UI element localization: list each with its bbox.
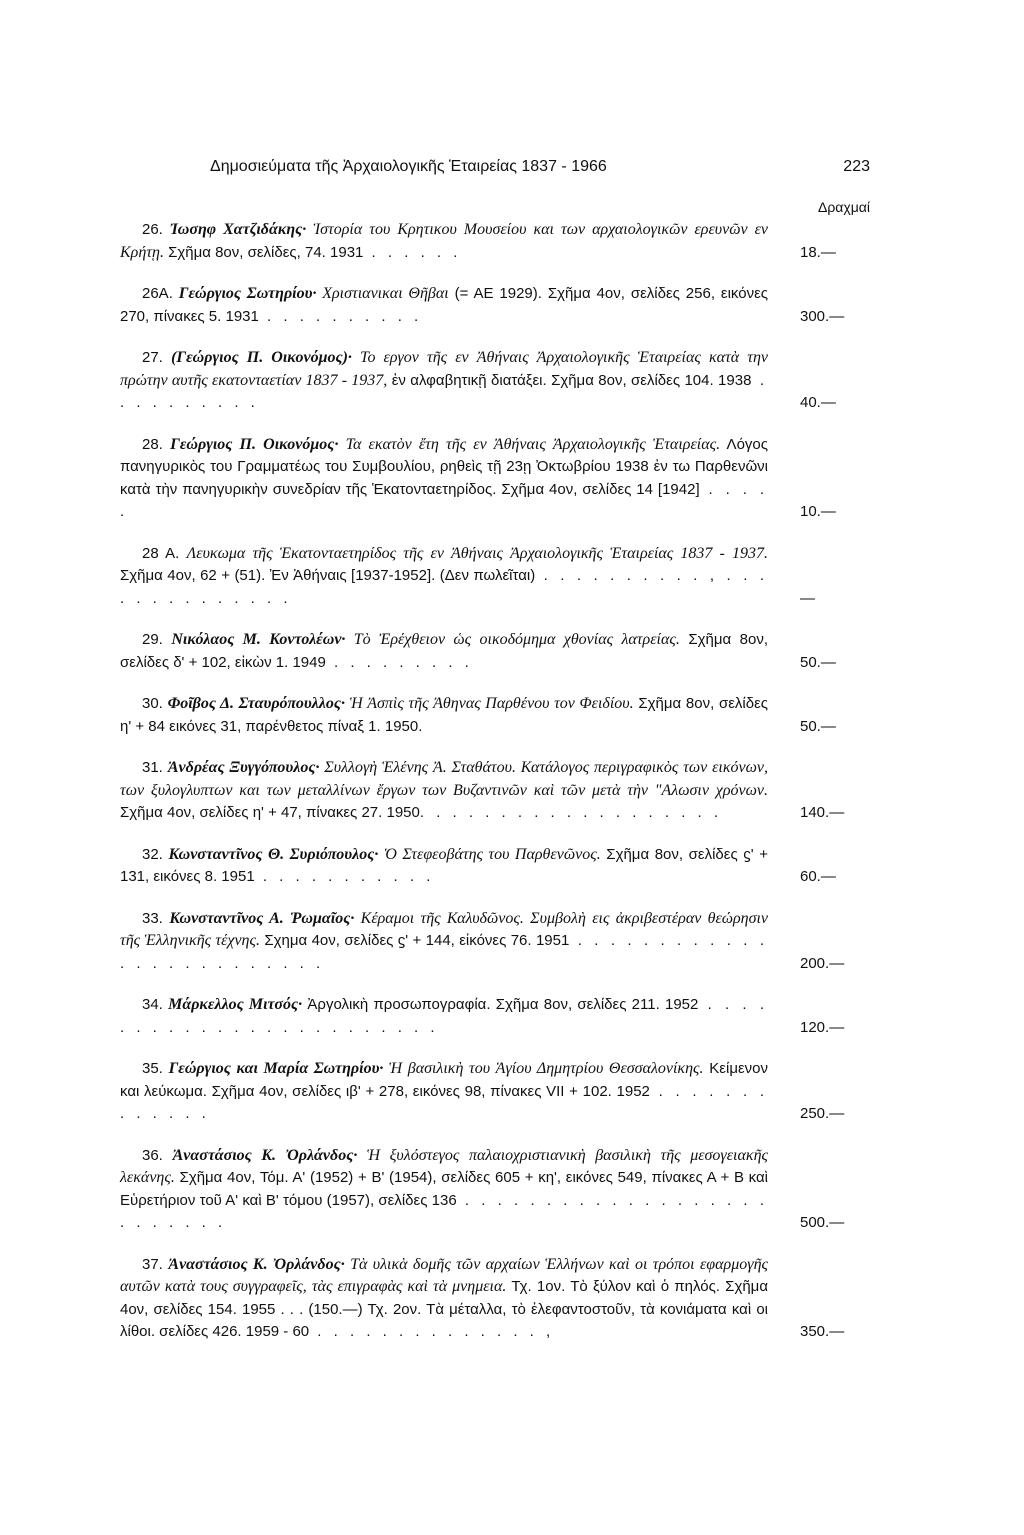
entry-text xyxy=(120,283,768,328)
entry-number: 36. xyxy=(142,1146,173,1164)
entry-number: 35. xyxy=(142,1060,169,1077)
entry-leader-dots: . . . . . . . . . . , . . . . . . . . . . . . . . xyxy=(120,567,768,607)
entry-price: 200.— xyxy=(800,954,845,972)
header-title: Δημοσιεύματα τῆς Ἀρχαιολογικῆς Ἑταιρείας 1837 - 1966 xyxy=(210,158,607,175)
entry-price: 60.— xyxy=(800,868,836,885)
entry-title: Λευκωμα τῆς Ἑκατονταετηρίδος τῆς εν Ἀθήναις Ἀρχαιολογικῆς Ἑταιρείας 1837 - 1937. xyxy=(186,544,768,562)
entry-number: 31. xyxy=(142,759,168,776)
publication-entry xyxy=(120,908,880,976)
entry-leader-dots: . . . . . . xyxy=(363,243,462,261)
entry-price: 18.— xyxy=(800,243,836,261)
entry-title: Ἱστορία του Κρητικου Μουσείου και των αρχαιολογικῶν ερευνῶν εν Κρήτῃ. xyxy=(120,221,768,261)
entry-text xyxy=(120,629,768,674)
entry-title: Κέραμοι τῆς Καλυδῶνος. Συμβολὴ εις ἀκριβεστέραν θεώρησιν τῆς Ἑλληνικῆς τέχνης. xyxy=(120,909,769,949)
entry-leader-dots: . . . . . . . . . . . . . . , xyxy=(309,1323,555,1340)
entry-number: 32. xyxy=(142,845,169,863)
entry-text xyxy=(120,844,768,889)
entry-text xyxy=(120,1058,768,1126)
entry-author: Κωνσταντῖνος Α. Ῥωμαῖος· xyxy=(169,909,355,927)
entry-text xyxy=(120,543,768,611)
entry-details: Κείμενον και λεύκωμα. Σχῆμα 4ον, σελίδες ιβ' + 278, εικόνες 98, πίνακες VII + 102. 1952 xyxy=(120,1060,769,1100)
entry-number: 26. xyxy=(142,221,171,238)
page-number: 223 xyxy=(843,158,870,175)
entry-title: Τὰ υλικὰ δομῆς τῶν αρχαίων Ἑλλήνων καὶ οι τρόποι εφαρμογῆς αυτῶν κατὰ τους συγγραφεῖς, τὰς επιγραφὰς καὶ τὰ μνημεια. xyxy=(120,1255,768,1295)
entry-leader-dots: . . . . . . . . . . . xyxy=(254,868,435,885)
publication-entry xyxy=(120,693,880,738)
entry-details: Σχῆμα 4ον, 62 + (51). Ἐν Ἀθήναις [1937-1952]. (Δεν πωλεῖται) xyxy=(120,567,536,584)
publication-entry xyxy=(120,434,880,524)
entry-title: Τὸ Ἐρέχθειον ὡς οικοδόμημα χθονίας λατρείας. xyxy=(345,631,680,648)
entry-author: Γεώργιος Σωτηρίου· xyxy=(178,285,317,302)
entry-text xyxy=(120,757,768,825)
entry-text xyxy=(120,994,768,1039)
publication-list xyxy=(120,219,880,1363)
entry-title: Τα εκατὸν ἔτη τῆς εν Ἀθήναις Ἀρχαιολογικῆς Ἑταιρείας. xyxy=(338,435,721,453)
entry-leader-dots: . . . . . . . . . . xyxy=(120,371,768,411)
entry-author: Γεώργιος και Μαρία Σωτηρίου· xyxy=(168,1060,384,1077)
entry-text xyxy=(120,434,768,524)
publication-entry xyxy=(120,283,880,328)
entry-leader-dots: . . . . . . . . . . . . . . . . . . . . . . . . . xyxy=(120,932,768,972)
entry-title: Ἡ βασιλικὴ του Ἁγίου Δημητρίου Θεσσαλονίκης. xyxy=(383,1060,704,1077)
entry-details: Σχῆμα 8ον, σελίδες, 74. 1931 xyxy=(163,243,364,261)
entry-author: (Γεώργιος Π. Οικονόμος)· xyxy=(171,349,352,366)
entry-title: Ὁ Στεφεοβάτης του Παρθενῶνος. xyxy=(378,845,601,863)
entry-number: 28 Α. xyxy=(142,544,187,562)
entry-leader-dots: . . . . . . . . . . . . . . . . . . . . . . . . xyxy=(120,996,769,1036)
entry-author: Ἀνδρέας Ξυγγόπουλος· xyxy=(167,759,320,776)
entry-text xyxy=(120,1145,768,1235)
entry-author: Ἀναστάσιος Κ. Ὀρλάνδος· xyxy=(168,1255,345,1273)
entry-leader-dots: . . . . . . . . . xyxy=(325,653,473,671)
publication-entry xyxy=(120,219,880,264)
entry-details: Ἀργολικὴ προσωπογραφία. Σχῆμα 8ον, σελίδες 211. 1952 xyxy=(302,996,699,1013)
entry-title: Ἡ ξυλόστεγος παλαιοχριστιανικὴ βασιλικὴ τῆς μεσογειακῆς λεκάνης. xyxy=(120,1146,768,1186)
entry-price: 50.— xyxy=(800,653,836,671)
publication-entry xyxy=(120,1058,880,1126)
entry-price: 120.— xyxy=(800,1018,845,1036)
entry-price: 500.— xyxy=(800,1214,845,1231)
entry-title: Συλλογὴ Ἑλένης Ἀ. Σταθάτου. Κατάλογος περιγραφικὸς των εικόνων, των ξυλογλυπτων και των μεταλλίνων ἔργων των Βυζαντινῶν καὶ τῶν μετὰ τὴν "Αλωσιν χρόνων. xyxy=(120,759,768,799)
entry-author: Ἀναστάσιος Κ. Ὀρλάνδος· xyxy=(172,1146,358,1164)
entry-leader-dots: . . . . . . . . . . . . . . . . . . . xyxy=(419,804,723,821)
entry-leader-dots: . . . . . . . . . . . . . xyxy=(120,1082,768,1122)
entry-text xyxy=(120,1254,768,1344)
entry-title: Χριστιανικαι Θῆβαι xyxy=(316,285,449,302)
price-column-header: Δραχμαί xyxy=(817,199,870,215)
publication-entry xyxy=(120,543,880,611)
entry-number: 28. xyxy=(142,435,171,453)
entry-text xyxy=(120,908,768,976)
entry-price: 250.— xyxy=(800,1105,845,1122)
publication-entry xyxy=(120,629,880,674)
entry-number: 26Α. xyxy=(142,285,179,302)
entry-price: 350.— xyxy=(800,1323,845,1340)
entry-title: Ἡ Ἀσπὶς τῆς Ἀθηνας Παρθένου τον Φειδίου. xyxy=(345,695,634,712)
entry-price: — xyxy=(800,589,815,607)
entry-author: Γεώργιος Π. Οικονόμος· xyxy=(170,435,339,453)
entry-title: Το εργον τῆς εν Ἀθήναις Ἀρχαιολογικῆς Ἑταιρείας κατὰ την πρώτην αυτῆς εκατονταετίαν 1837 - 1937, xyxy=(120,349,768,389)
entry-details: (= ΑΕ 1929). Σχῆμα 4ον, σελίδες 256, εικόνες 270, πίνακες 5. 1931 xyxy=(120,285,768,325)
publication-entry xyxy=(120,757,880,825)
entry-price: 300.— xyxy=(800,307,845,325)
entry-number: 37. xyxy=(142,1255,169,1273)
entry-details: Σχῆμα 8ον, σελίδες ϛ' + 131, εικόνες 8. 1951 xyxy=(120,845,768,885)
entry-text xyxy=(120,219,768,264)
entry-price: 40.— xyxy=(800,394,836,411)
entry-details: ἐν αλφαβητικῇ διατάξει. Σχῆμα 8ον, σελίδες 104. 1938 xyxy=(387,371,752,389)
entry-details: Σχῆμα 8ον, σελίδες δ' + 102, εἰκὼν 1. 1949 xyxy=(120,631,768,671)
entry-price: 140.— xyxy=(800,804,845,821)
publication-entry xyxy=(120,844,880,889)
publication-entry xyxy=(120,994,880,1039)
entry-number: 27. xyxy=(142,349,172,366)
entry-number: 30. xyxy=(142,695,168,712)
entry-details: Σχῆμα 4ον, σελίδες η' + 47, πίνακες 27. 1950 xyxy=(120,804,420,821)
entry-author: Νικόλαος Μ. Κοντολέων· xyxy=(171,631,346,648)
entry-leader-dots: . . . . . xyxy=(120,480,769,520)
entry-author: Μάρκελλος Μιτσός· xyxy=(168,996,303,1013)
entry-text xyxy=(120,347,768,415)
entry-author: Κωνσταντῖνος Θ. Συριόπουλος· xyxy=(168,845,379,863)
entry-details: Σχῆμα 4ον, Τόμ. Α' (1952) + Β' (1954), σελίδες 605 + κη', εικόνες 549, πίνακες Α + Β καὶ Εὑρετήριον τοῦ Α' καὶ Β' τόμου (1957), σελίδες 136 xyxy=(120,1169,768,1209)
entry-number: 29. xyxy=(142,631,172,648)
entry-number: 33. xyxy=(142,909,170,927)
entry-details: Λόγος πανηγυρικὸς του Γραμματέως του Συμβουλίου, ρηθεὶς τῇ 23ῃ Ὀκτωβρίου 1938 ἐν τω Παρθενῶνι κατὰ τὴν πανηγυρικὴν συνεδρίαν τῆς Ἑκατονταετηρίδος. Σχῆμα 4ον, σελίδες 14 [1942] xyxy=(120,435,768,498)
entry-details: Τχ. 1ον. Τὸ ξύλον καὶ ὁ πηλός. Σχῆμα 4ον, σελίδες 154. 1955 . . . (150.—) Τχ. 2ον. Τὰ μέταλλα, τὸ ἐλεφαντοστοῦν, τὰ κονιάματα καὶ οι λίθοι. σελίδες 426. 1959 - 60 xyxy=(120,1278,768,1340)
entry-leader-dots: . . . . . . . . . . . . . . . . . . . . . . . . . . xyxy=(120,1191,768,1231)
entry-price: 50.— xyxy=(800,717,836,735)
publication-entry xyxy=(120,1254,880,1344)
entry-details: Σχημα 4ον, σελίδες ϛ' + 144, εἰκόνες 76. 1951 xyxy=(260,932,570,949)
entry-details: Σχῆμα 8ον, σελίδες η' + 84 εικόνες 31, παρένθετος πίναξ 1. 1950. xyxy=(120,695,769,735)
publication-entry xyxy=(120,347,880,415)
entry-author: Φοῖβος Δ. Σταυρόπουλλος· xyxy=(167,695,346,712)
entry-number: 34. xyxy=(142,996,169,1013)
entry-author: Ἰωσηφ Χατζιδάκης· xyxy=(170,221,307,238)
entry-price: 10.— xyxy=(800,503,836,520)
entry-text xyxy=(120,693,768,738)
publication-entry xyxy=(120,1145,880,1235)
entry-leader-dots: . . . . . . . . . . xyxy=(258,307,423,325)
